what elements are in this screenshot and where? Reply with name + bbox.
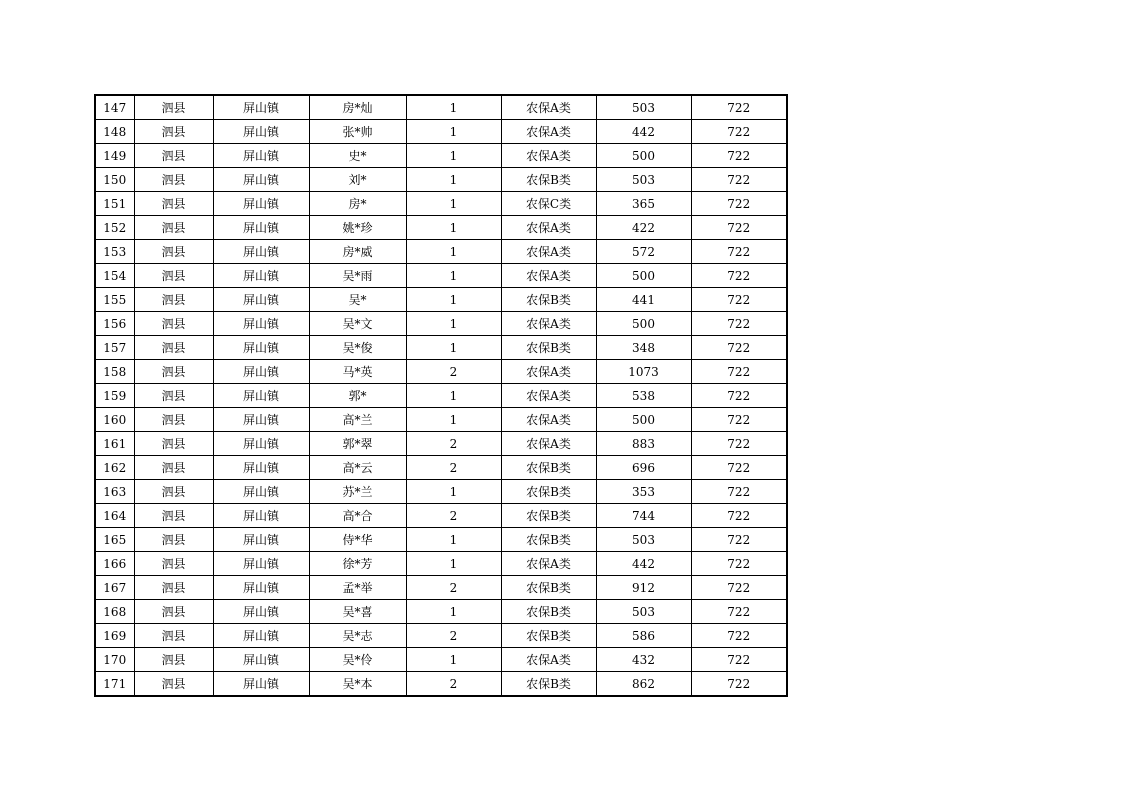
category-cell: 农保A类 <box>501 264 596 288</box>
standard-cell: 722 <box>691 168 787 192</box>
data-table <box>94 94 788 697</box>
amount-cell: 503 <box>596 95 691 120</box>
standard-cell: 722 <box>691 600 787 624</box>
name-cell: 吴*本 <box>309 672 406 697</box>
amount-cell: 500 <box>596 312 691 336</box>
town-cell: 屏山镇 <box>213 624 309 648</box>
name-cell: 吴* <box>309 288 406 312</box>
name-cell: 吴*志 <box>309 624 406 648</box>
standard-cell: 722 <box>691 216 787 240</box>
row-number-cell: 151 <box>95 192 134 216</box>
county-cell: 泗县 <box>134 192 213 216</box>
amount-cell: 442 <box>596 552 691 576</box>
row-number-cell: 162 <box>95 456 134 480</box>
amount-cell: 422 <box>596 216 691 240</box>
table-row <box>95 120 787 144</box>
household-size-cell: 1 <box>406 144 501 168</box>
category-cell: 农保A类 <box>501 312 596 336</box>
household-size-cell: 1 <box>406 120 501 144</box>
standard-cell: 722 <box>691 672 787 697</box>
amount-cell: 441 <box>596 288 691 312</box>
row-number-cell: 147 <box>95 95 134 120</box>
category-cell: 农保A类 <box>501 432 596 456</box>
town-cell: 屏山镇 <box>213 480 309 504</box>
household-size-cell: 1 <box>406 600 501 624</box>
amount-cell: 883 <box>596 432 691 456</box>
county-cell: 泗县 <box>134 384 213 408</box>
town-cell: 屏山镇 <box>213 336 309 360</box>
category-cell: 农保A类 <box>501 216 596 240</box>
name-cell: 吴*俊 <box>309 336 406 360</box>
household-size-cell: 1 <box>406 528 501 552</box>
standard-cell: 722 <box>691 504 787 528</box>
category-cell: 农保B类 <box>501 168 596 192</box>
table-row <box>95 95 787 120</box>
town-cell: 屏山镇 <box>213 456 309 480</box>
table-row <box>95 576 787 600</box>
amount-cell: 862 <box>596 672 691 697</box>
town-cell: 屏山镇 <box>213 95 309 120</box>
standard-cell: 722 <box>691 95 787 120</box>
name-cell: 刘* <box>309 168 406 192</box>
household-size-cell: 1 <box>406 216 501 240</box>
name-cell: 吴*文 <box>309 312 406 336</box>
table-body <box>95 95 787 696</box>
amount-cell: 696 <box>596 456 691 480</box>
standard-cell: 722 <box>691 384 787 408</box>
town-cell: 屏山镇 <box>213 672 309 697</box>
amount-cell: 353 <box>596 480 691 504</box>
row-number-cell: 159 <box>95 384 134 408</box>
row-number-cell: 152 <box>95 216 134 240</box>
table-row <box>95 672 787 697</box>
table-row <box>95 264 787 288</box>
standard-cell: 722 <box>691 432 787 456</box>
category-cell: 农保C类 <box>501 192 596 216</box>
county-cell: 泗县 <box>134 480 213 504</box>
standard-cell: 722 <box>691 528 787 552</box>
category-cell: 农保B类 <box>501 456 596 480</box>
category-cell: 农保B类 <box>501 528 596 552</box>
row-number-cell: 150 <box>95 168 134 192</box>
standard-cell: 722 <box>691 480 787 504</box>
amount-cell: 912 <box>596 576 691 600</box>
row-number-cell: 170 <box>95 648 134 672</box>
name-cell: 郭*翠 <box>309 432 406 456</box>
town-cell: 屏山镇 <box>213 432 309 456</box>
name-cell: 吴*喜 <box>309 600 406 624</box>
county-cell: 泗县 <box>134 576 213 600</box>
name-cell: 孟*举 <box>309 576 406 600</box>
table-row <box>95 480 787 504</box>
household-size-cell: 1 <box>406 648 501 672</box>
row-number-cell: 149 <box>95 144 134 168</box>
standard-cell: 722 <box>691 408 787 432</box>
standard-cell: 722 <box>691 264 787 288</box>
category-cell: 农保A类 <box>501 95 596 120</box>
town-cell: 屏山镇 <box>213 384 309 408</box>
name-cell: 房* <box>309 192 406 216</box>
category-cell: 农保A类 <box>501 120 596 144</box>
town-cell: 屏山镇 <box>213 216 309 240</box>
name-cell: 高*兰 <box>309 408 406 432</box>
category-cell: 农保B类 <box>501 336 596 360</box>
household-size-cell: 1 <box>406 384 501 408</box>
household-size-cell: 2 <box>406 456 501 480</box>
table-row <box>95 456 787 480</box>
name-cell: 苏*兰 <box>309 480 406 504</box>
name-cell: 高*合 <box>309 504 406 528</box>
town-cell: 屏山镇 <box>213 264 309 288</box>
name-cell: 徐*芳 <box>309 552 406 576</box>
name-cell: 史* <box>309 144 406 168</box>
county-cell: 泗县 <box>134 144 213 168</box>
county-cell: 泗县 <box>134 600 213 624</box>
county-cell: 泗县 <box>134 504 213 528</box>
table-row <box>95 168 787 192</box>
county-cell: 泗县 <box>134 432 213 456</box>
table-row <box>95 552 787 576</box>
amount-cell: 500 <box>596 264 691 288</box>
household-size-cell: 1 <box>406 480 501 504</box>
name-cell: 张*帅 <box>309 120 406 144</box>
category-cell: 农保B类 <box>501 624 596 648</box>
category-cell: 农保B类 <box>501 672 596 697</box>
town-cell: 屏山镇 <box>213 240 309 264</box>
household-size-cell: 2 <box>406 624 501 648</box>
household-size-cell: 2 <box>406 672 501 697</box>
household-size-cell: 1 <box>406 192 501 216</box>
table-row <box>95 360 787 384</box>
county-cell: 泗县 <box>134 648 213 672</box>
row-number-cell: 154 <box>95 264 134 288</box>
row-number-cell: 164 <box>95 504 134 528</box>
row-number-cell: 161 <box>95 432 134 456</box>
row-number-cell: 166 <box>95 552 134 576</box>
table-row <box>95 216 787 240</box>
household-size-cell: 2 <box>406 576 501 600</box>
row-number-cell: 169 <box>95 624 134 648</box>
category-cell: 农保A类 <box>501 552 596 576</box>
standard-cell: 722 <box>691 120 787 144</box>
table-row <box>95 240 787 264</box>
amount-cell: 572 <box>596 240 691 264</box>
county-cell: 泗县 <box>134 240 213 264</box>
amount-cell: 538 <box>596 384 691 408</box>
county-cell: 泗县 <box>134 456 213 480</box>
standard-cell: 722 <box>691 552 787 576</box>
amount-cell: 432 <box>596 648 691 672</box>
category-cell: 农保B类 <box>501 576 596 600</box>
row-number-cell: 165 <box>95 528 134 552</box>
county-cell: 泗县 <box>134 408 213 432</box>
category-cell: 农保A类 <box>501 144 596 168</box>
table-row <box>95 384 787 408</box>
town-cell: 屏山镇 <box>213 120 309 144</box>
row-number-cell: 157 <box>95 336 134 360</box>
table-row <box>95 192 787 216</box>
standard-cell: 722 <box>691 240 787 264</box>
standard-cell: 722 <box>691 336 787 360</box>
category-cell: 农保A类 <box>501 240 596 264</box>
standard-cell: 722 <box>691 576 787 600</box>
standard-cell: 722 <box>691 288 787 312</box>
household-size-cell: 2 <box>406 504 501 528</box>
county-cell: 泗县 <box>134 216 213 240</box>
standard-cell: 722 <box>691 192 787 216</box>
household-size-cell: 1 <box>406 240 501 264</box>
household-size-cell: 1 <box>406 408 501 432</box>
town-cell: 屏山镇 <box>213 408 309 432</box>
table-row <box>95 312 787 336</box>
row-number-cell: 171 <box>95 672 134 697</box>
county-cell: 泗县 <box>134 288 213 312</box>
household-size-cell: 1 <box>406 288 501 312</box>
table-row <box>95 624 787 648</box>
amount-cell: 365 <box>596 192 691 216</box>
county-cell: 泗县 <box>134 624 213 648</box>
table-row <box>95 528 787 552</box>
town-cell: 屏山镇 <box>213 600 309 624</box>
county-cell: 泗县 <box>134 312 213 336</box>
household-size-cell: 2 <box>406 432 501 456</box>
household-size-cell: 1 <box>406 95 501 120</box>
county-cell: 泗县 <box>134 120 213 144</box>
row-number-cell: 153 <box>95 240 134 264</box>
category-cell: 农保B类 <box>501 504 596 528</box>
row-number-cell: 155 <box>95 288 134 312</box>
row-number-cell: 163 <box>95 480 134 504</box>
table-row <box>95 648 787 672</box>
amount-cell: 500 <box>596 408 691 432</box>
category-cell: 农保B类 <box>501 288 596 312</box>
name-cell: 房*灿 <box>309 95 406 120</box>
name-cell: 马*英 <box>309 360 406 384</box>
row-number-cell: 158 <box>95 360 134 384</box>
town-cell: 屏山镇 <box>213 168 309 192</box>
table-row <box>95 432 787 456</box>
standard-cell: 722 <box>691 312 787 336</box>
name-cell: 吴*伶 <box>309 648 406 672</box>
amount-cell: 503 <box>596 600 691 624</box>
table-row <box>95 600 787 624</box>
category-cell: 农保A类 <box>501 648 596 672</box>
category-cell: 农保A类 <box>501 384 596 408</box>
county-cell: 泗县 <box>134 336 213 360</box>
category-cell: 农保B类 <box>501 600 596 624</box>
county-cell: 泗县 <box>134 168 213 192</box>
town-cell: 屏山镇 <box>213 528 309 552</box>
category-cell: 农保A类 <box>501 360 596 384</box>
town-cell: 屏山镇 <box>213 552 309 576</box>
county-cell: 泗县 <box>134 552 213 576</box>
standard-cell: 722 <box>691 648 787 672</box>
household-size-cell: 1 <box>406 264 501 288</box>
town-cell: 屏山镇 <box>213 192 309 216</box>
town-cell: 屏山镇 <box>213 288 309 312</box>
household-size-cell: 1 <box>406 552 501 576</box>
county-cell: 泗县 <box>134 528 213 552</box>
row-number-cell: 160 <box>95 408 134 432</box>
county-cell: 泗县 <box>134 95 213 120</box>
standard-cell: 722 <box>691 456 787 480</box>
table-row <box>95 504 787 528</box>
row-number-cell: 156 <box>95 312 134 336</box>
county-cell: 泗县 <box>134 264 213 288</box>
name-cell: 姚*珍 <box>309 216 406 240</box>
town-cell: 屏山镇 <box>213 504 309 528</box>
name-cell: 侍*华 <box>309 528 406 552</box>
town-cell: 屏山镇 <box>213 360 309 384</box>
county-cell: 泗县 <box>134 672 213 697</box>
row-number-cell: 168 <box>95 600 134 624</box>
name-cell: 郭* <box>309 384 406 408</box>
category-cell: 农保B类 <box>501 480 596 504</box>
table-row <box>95 408 787 432</box>
table-row <box>95 336 787 360</box>
amount-cell: 1073 <box>596 360 691 384</box>
amount-cell: 503 <box>596 168 691 192</box>
household-size-cell: 1 <box>406 336 501 360</box>
name-cell: 房*威 <box>309 240 406 264</box>
row-number-cell: 167 <box>95 576 134 600</box>
standard-cell: 722 <box>691 360 787 384</box>
amount-cell: 348 <box>596 336 691 360</box>
household-size-cell: 2 <box>406 360 501 384</box>
amount-cell: 442 <box>596 120 691 144</box>
amount-cell: 503 <box>596 528 691 552</box>
standard-cell: 722 <box>691 144 787 168</box>
category-cell: 农保A类 <box>501 408 596 432</box>
town-cell: 屏山镇 <box>213 648 309 672</box>
town-cell: 屏山镇 <box>213 312 309 336</box>
amount-cell: 744 <box>596 504 691 528</box>
name-cell: 吴*雨 <box>309 264 406 288</box>
county-cell: 泗县 <box>134 360 213 384</box>
household-size-cell: 1 <box>406 312 501 336</box>
standard-cell: 722 <box>691 624 787 648</box>
name-cell: 高*云 <box>309 456 406 480</box>
amount-cell: 586 <box>596 624 691 648</box>
town-cell: 屏山镇 <box>213 576 309 600</box>
town-cell: 屏山镇 <box>213 144 309 168</box>
table-row <box>95 288 787 312</box>
table-row <box>95 144 787 168</box>
row-number-cell: 148 <box>95 120 134 144</box>
amount-cell: 500 <box>596 144 691 168</box>
household-size-cell: 1 <box>406 168 501 192</box>
